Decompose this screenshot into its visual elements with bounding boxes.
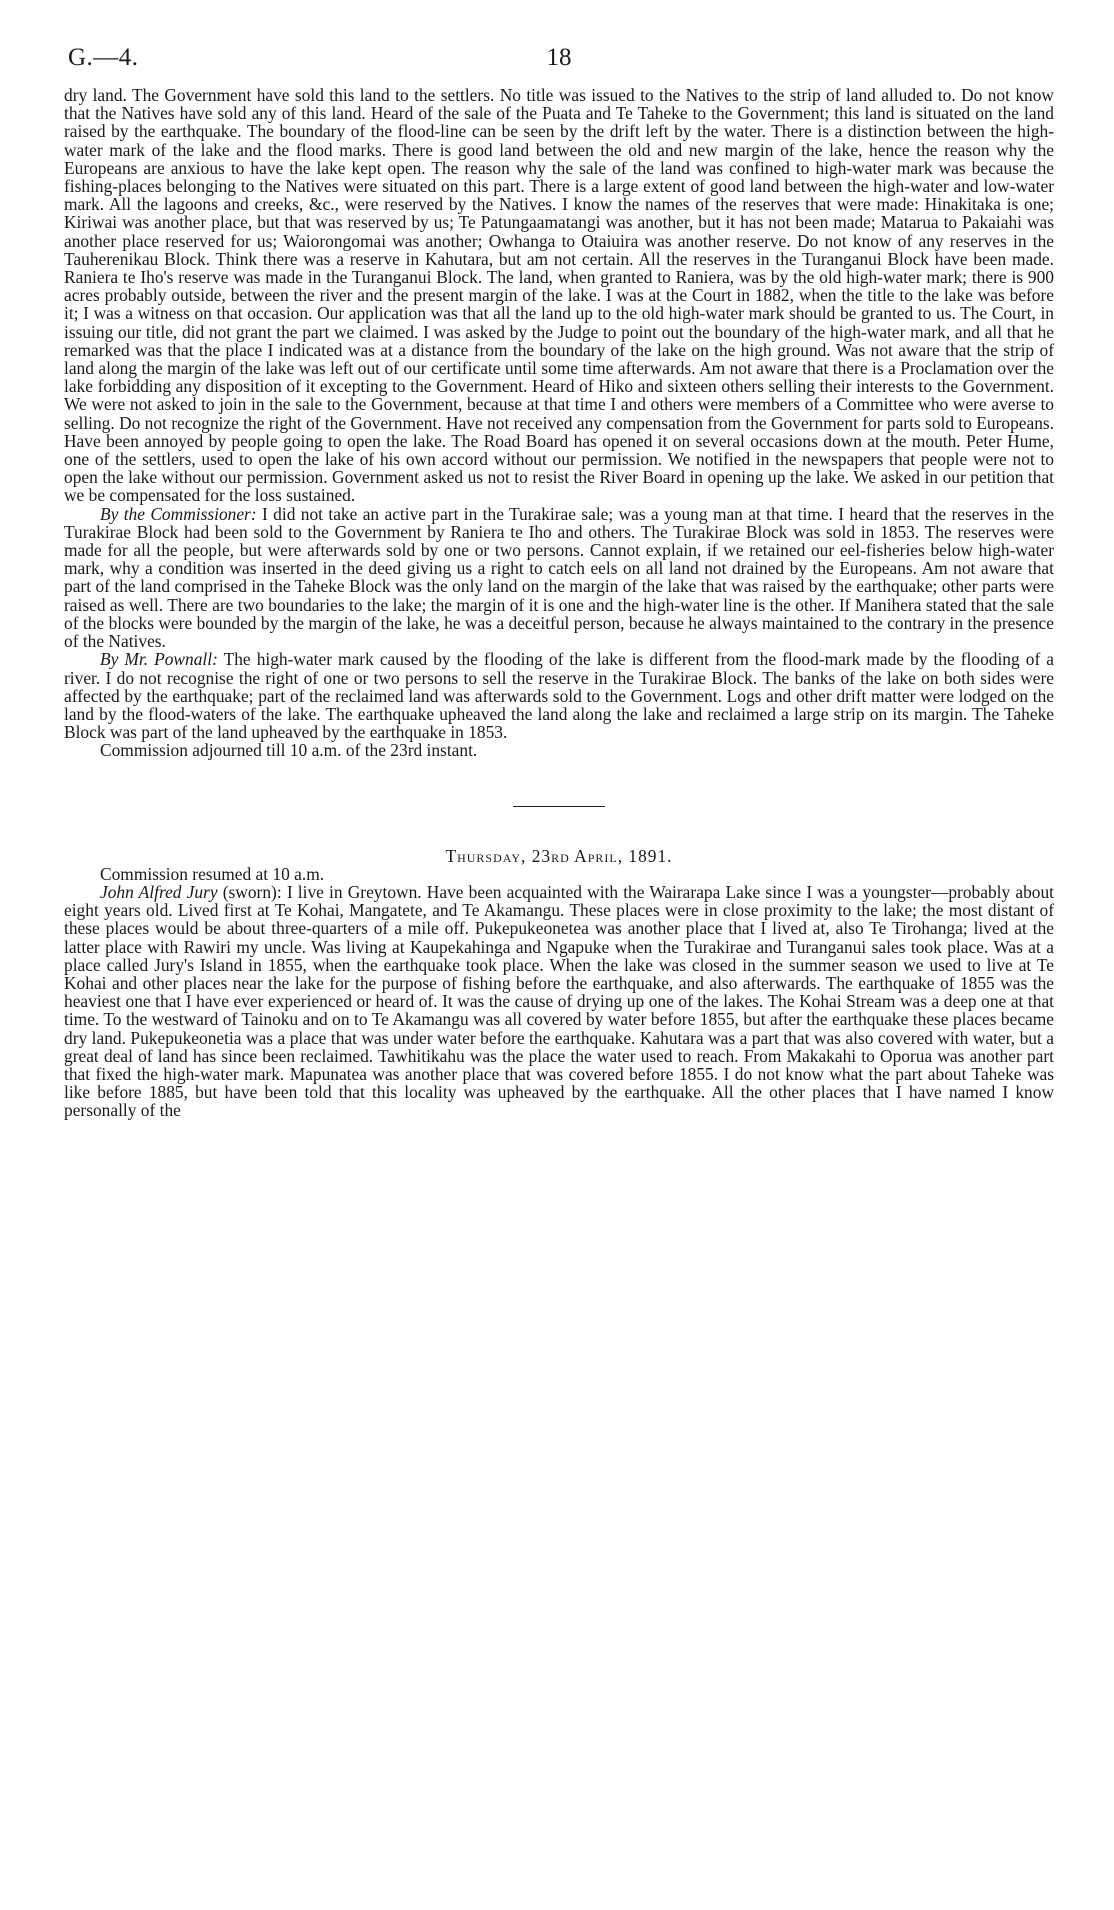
testimony-paragraph-main: dry land. The Government have sold this land to the settlers. No title was issued to the Natives to the strip of land alluded to. Do not know that the Natives have sold any of this land. Heard of the sale of the Puata and Te Taheke to the Government; this land is situated on the land raised by the earthquake. The boundary of the flood-line can be seen by the drift left by the water. There is a distinction between the high-water mark of the lake and the flood marks. There is good land between the old and new margin of the lake, hence the reason why the Europeans are anxious to have the lake kept open. The reason why the sale of the land was confined to high-water mark was because the fishing-places belonging to the Natives were situated on this part. There is a large extent of good land between the high-water and low-water mark. All the lagoons and creeks, &c., were reserved by the Natives. I know the names of the reserves that were made: Hinakitaka is one; Kiriwai was another place, but that was reserved by us; Te Patungaamatangi was another, but it has not been made; Matarua to Pakaiahi was another place reserved for us; Waiorongomai was another; Owhanga to Otaiuira was another reserve. Do not know of any reserves in the Tauherenikau Block. Think there was a reserve in Kahutara, but am not certain. All the reserves in the Turanganui Block have been made. Raniera te Iho's reserve was made in the Turanganui Block. The land, when granted to Raniera, was by the old high-water mark; there is 900 acres probably outside, between the river and the present margin of the lake. I was at the Court in 1882, when the title to the lake was before it; I was a witness on that occasion. Our application was that all the land up to the old high-water mark should be granted to us. The Court, in issuing our title, did not grant the part we claimed. I was asked by the Judge to point out the boundary of the high-water mark, and all that he remarked was that the place I indicated was at a distance from the boundary of the lake on the high ground. Was not aware that the strip of land along the margin of the lake was left out of our certificate until some time afterwards. Am not aware that there is a Proclamation over the lake forbidding any disposition of it excepting to the Government. Heard of Hiko and sixteen others selling their interests to the Government. We were not asked to join in the sale to the Government, because at that time I and others were members of a Committee who were averse to selling. Do not recognize the right of the Government. Have not received any compensation from the Government for parts sold to Europeans. Have been annoyed by people going to open the lake. The Road Board has opened it on several occasions down at the mouth. Peter Hume, one of the settlers, used to open the lake of his own accord without our permission. We notified in the newspapers that people were not to open the lake without our permission. Government asked us not to resist the River Board in opening up the lake. We asked in our petition that we be compensated for the loss sustained. <box>64 85 1055 506</box>
pownall-text: The high-water mark caused by the flooding of the lake is different from the flood-mark made by the flooding of a river. I do not recognise the right of one or two persons to sell the reserve in the Turakirae Block. The banks of the lake on both sides were affected by the earthquake; part of the reclaimed land was afterwards sold to the Government. Logs and other drift matter were lodged on the land by the flood-waters of the lake. The earthquake upheaved the land along the lake and reclaimed a large strip on its margin. The Taheke Block was part of the land upheaved by the earthquake in 1853. <box>64 649 1054 743</box>
witness-text: (sworn): I live in Greytown. Have been acquainted with the Wairarapa Lake since I was a youngster—probably about eight years old. Lived first at Te Kohai, Mangatete, and Te Akamangu. These places were in close proximity to the lake; the most distant of these places would be about three-quarters of a mile off. Pukepukeonetea was another place that I lived at, also Te Tirohanga; lived at the latter place with Rawiri my uncle. Was living at Kaupekahinga and Ngapuke when the Turakirae and Turanganui sales took place. Was at a place called Jury's Island in 1855, when the earthquake took place. When the lake was closed in the summer season we used to live at Te Kohai and other places near the lake for the purpose of fishing before the earthquake, and also afterwards. The earthquake of 1855 was the heaviest one that I have ever experienced or heard of. It was the cause of drying up one of the lakes. The Kohai Stream was a deep one at that time. To the westward of Tainoku and on to Te Akamangu was all covered by water before 1855, but after the earthquake these places became dry land. Pukepukeonetia was a place that was under water before the earthquake. Kahutara was a part that was also covered with water, but a great deal of land has since been reclaimed. Tawhitikahu was the place the water used to reach. From Makakahi to Oporua was another part that fixed the high-water mark. Mapunatea was another place that was covered before 1855. I do not know what the part about Taheke was like before 1885, but have been told that this locality was upheaved by the earthquake. All the other places that I have named I know personally of the <box>64 881 1054 1121</box>
section-divider <box>513 806 605 807</box>
witness-name: John Alfred Jury <box>100 881 218 902</box>
pownall-paragraph <box>64 650 1054 741</box>
page-header <box>64 42 1054 86</box>
body-text <box>64 86 1054 1120</box>
resumed-line: Commission resumed at 10 a.m. <box>100 863 325 884</box>
witness-paragraph <box>64 883 1054 1120</box>
date-heading: Thursday, 23rd April, 1891. <box>445 845 673 866</box>
report-code: G.—4. <box>68 44 139 71</box>
commissioner-text: I did not take an active part in the Turakirae sale; was a young man at that time. I heard that the reserves in the Turakirae Block had been sold to the Government by Raniera te Iho and others. The Turakirae Block was sold in 1853. The reserves were made for all the people, but were afterwards sold by one or two persons. Cannot explain, if we retained our eel-fisheries below high-water mark, why a condition was inserted in the deed giving us a right to catch eels on all land not drained by the Europeans. Am not aware that part of the land comprised in the Taheke Block was the only land on the margin of the lake that was raised by the earthquake; other parts were raised as well. There are two boundaries to the lake; the margin of it is one and the high-water line is the other. If Manihera stated that the sale of the blocks were bounded by the margin of the lake, he was a deceitful person, because he always maintained to the contrary in the presence of the Natives. <box>64 503 1054 652</box>
page-number: 18 <box>546 44 572 71</box>
commissioner-label: By the Commissioner: <box>100 503 257 524</box>
pownall-label: By Mr. Pownall: <box>100 649 218 670</box>
commissioner-paragraph <box>64 505 1054 651</box>
adjournment-line: Commission adjourned till 10 a.m. of the 23rd instant. <box>100 740 478 761</box>
